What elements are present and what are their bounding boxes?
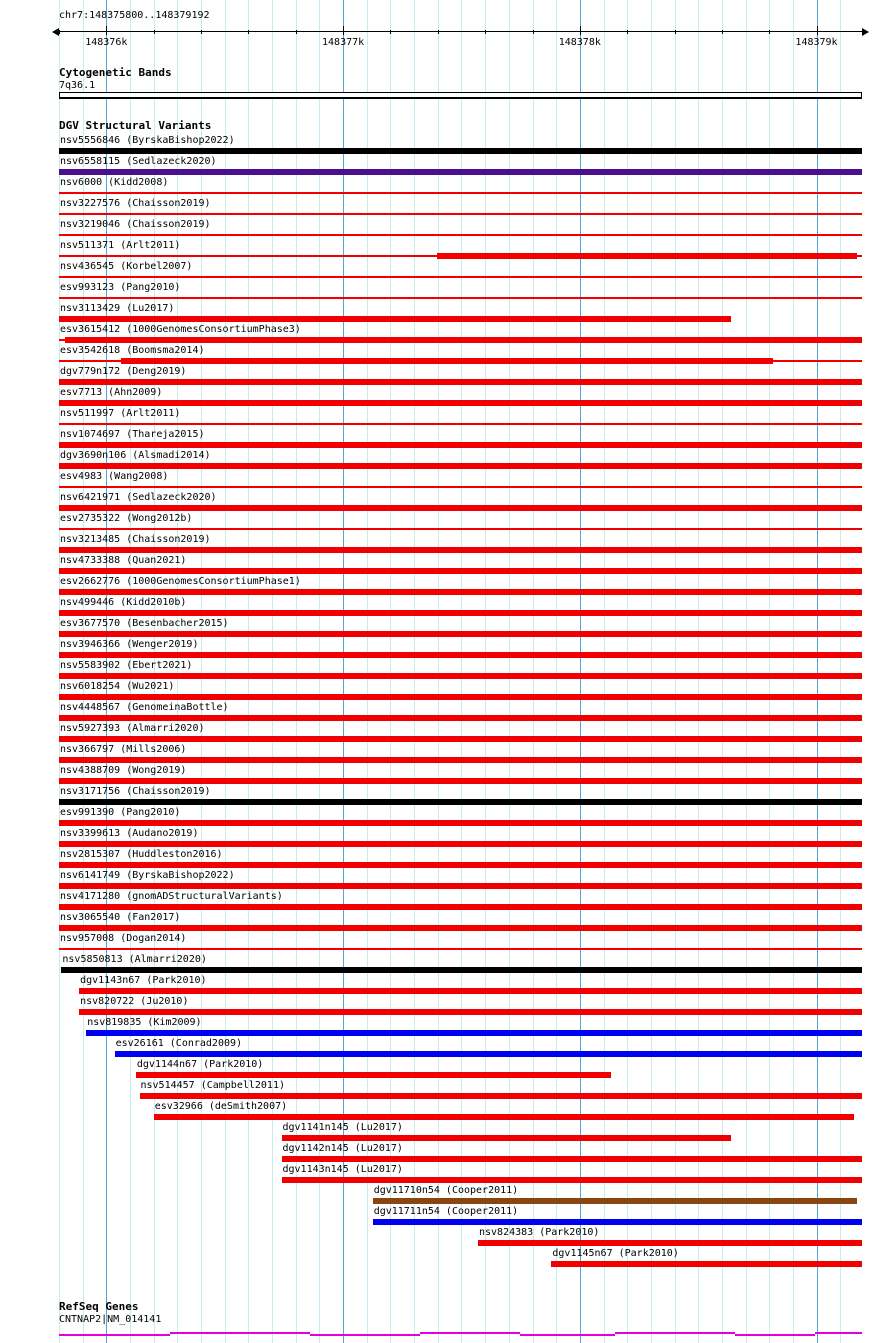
variant-bar[interactable] <box>59 505 862 511</box>
variant-row <box>0 723 890 744</box>
variant-row <box>0 135 890 156</box>
variant-bar[interactable] <box>59 547 862 553</box>
variant-label[interactable]: esv3542618 (Boomsma2014) <box>60 345 205 356</box>
variant-label[interactable]: nsv511997 (Arlt2011) <box>60 408 181 419</box>
variant-label[interactable]: esv3677570 (Besenbacher2015) <box>60 618 229 629</box>
variant-bar[interactable] <box>59 568 862 574</box>
variant-label[interactable]: nsv3171756 (Chaisson2019) <box>60 786 211 797</box>
ruler-minor-tick <box>390 30 391 34</box>
variant-row <box>0 534 890 555</box>
ruler-minor-tick <box>296 30 297 34</box>
variant-label[interactable]: dgv779n172 (Deng2019) <box>60 366 187 377</box>
variant-row <box>0 240 890 261</box>
gene-line-segment[interactable] <box>520 1334 615 1336</box>
variant-bar[interactable] <box>121 358 773 364</box>
variant-label[interactable]: esv2662776 (1000GenomesConsortiumPhase1) <box>60 576 301 587</box>
variant-bar[interactable] <box>59 400 862 406</box>
variant-extent-line[interactable] <box>59 192 862 194</box>
gene-line-segment[interactable] <box>615 1332 735 1334</box>
ruler-minor-tick <box>722 30 723 34</box>
variant-label[interactable]: nsv6421971 (Sedlazeck2020) <box>60 492 217 503</box>
variant-label[interactable]: nsv5927393 (Almarri2020) <box>60 723 205 734</box>
variant-row <box>0 1080 890 1101</box>
variant-extent-line[interactable] <box>59 423 862 425</box>
variant-label[interactable]: dgv3690n106 (Alsmadi2014) <box>60 450 211 461</box>
variant-bar[interactable] <box>61 967 862 973</box>
variant-row <box>0 1248 890 1269</box>
ruler-tick-label: 148377k <box>322 37 365 48</box>
section-title-dgv: DGV Structural Variants <box>59 119 212 132</box>
variant-label[interactable]: nsv5556846 (ByrskaBishop2022) <box>60 135 235 146</box>
ruler-minor-tick <box>154 30 155 34</box>
variant-row <box>0 1101 890 1122</box>
variant-label[interactable]: nsv436545 (Korbel2007) <box>60 261 193 272</box>
ruler-major-tick <box>343 26 344 35</box>
variant-row <box>0 702 890 723</box>
variant-bar[interactable] <box>59 883 862 889</box>
variant-bar[interactable] <box>59 715 862 721</box>
variant-label[interactable]: esv7713 (Ahn2009) <box>60 387 163 398</box>
ruler-axis <box>59 31 862 32</box>
variant-bar[interactable] <box>59 925 862 931</box>
gene-line-segment[interactable] <box>310 1334 420 1336</box>
variant-row <box>0 786 890 807</box>
variant-row <box>0 975 890 996</box>
variant-row <box>0 261 890 282</box>
variant-bar[interactable] <box>59 463 862 469</box>
gene-line-segment[interactable] <box>735 1334 815 1336</box>
variant-row <box>0 492 890 513</box>
variant-label[interactable]: nsv5850813 (Almarri2020) <box>62 954 207 965</box>
ruler-major-tick <box>817 26 818 35</box>
variant-bar[interactable] <box>59 610 862 616</box>
variant-row <box>0 1227 890 1248</box>
variant-bar[interactable] <box>59 904 862 910</box>
variant-row <box>0 1143 890 1164</box>
variant-bar[interactable] <box>79 1009 862 1015</box>
variant-label[interactable]: nsv3213485 (Chaisson2019) <box>60 534 211 545</box>
variant-extent-line[interactable] <box>59 528 862 530</box>
variant-bar[interactable] <box>282 1135 732 1141</box>
variant-row <box>0 1185 890 1206</box>
variant-bar[interactable] <box>65 337 862 343</box>
variant-bar[interactable] <box>59 841 862 847</box>
variant-row <box>0 156 890 177</box>
variant-label[interactable]: nsv3227576 (Chaisson2019) <box>60 198 211 209</box>
variant-row <box>0 933 890 954</box>
section-title-cytogenetic-bands: Cytogenetic Bands <box>59 66 172 79</box>
variant-bar[interactable] <box>154 1114 855 1120</box>
variant-label[interactable]: esv991390 (Pang2010) <box>60 807 181 818</box>
gene-line-segment[interactable] <box>170 1332 310 1334</box>
variant-bar[interactable] <box>59 799 862 805</box>
variant-bar[interactable] <box>115 1051 862 1057</box>
variant-bar[interactable] <box>59 736 862 742</box>
variant-row <box>0 198 890 219</box>
variant-bar[interactable] <box>478 1240 862 1246</box>
ruler-minor-tick <box>675 30 676 34</box>
variant-label[interactable]: dgv11711n54 (Cooper2011) <box>373 1206 519 1217</box>
variant-row <box>0 1059 890 1080</box>
variant-row <box>0 639 890 660</box>
variant-bar[interactable] <box>282 1156 863 1162</box>
variant-label[interactable]: dgv11710n54 (Cooper2011) <box>373 1185 519 1196</box>
variant-label[interactable]: nsv3065540 (Fan2017) <box>60 912 181 923</box>
variant-label[interactable]: dgv1142n145 (Lu2017) <box>282 1143 403 1154</box>
variant-label[interactable]: nsv5583902 (Ebert2021) <box>60 660 193 671</box>
variant-label[interactable]: nsv511371 (Arlt2011) <box>60 240 181 251</box>
ruler-major-tick <box>580 26 581 35</box>
variant-bar[interactable] <box>59 673 862 679</box>
ruler-tick-label: 148376k <box>85 37 128 48</box>
variant-row <box>0 807 890 828</box>
ruler-minor-tick <box>438 30 439 34</box>
variant-label[interactable]: dgv1143n145 (Lu2017) <box>282 1164 403 1175</box>
variant-row <box>0 576 890 597</box>
variant-bar[interactable] <box>551 1261 862 1267</box>
variant-extent-line[interactable] <box>59 276 862 278</box>
variant-row <box>0 366 890 387</box>
variant-bar[interactable] <box>59 820 862 826</box>
variant-bar[interactable] <box>59 148 862 154</box>
variant-label[interactable]: nsv3113429 (Lu2017) <box>60 303 175 314</box>
variant-label[interactable]: nsv820722 (Ju2010) <box>80 996 189 1007</box>
variant-label[interactable]: nsv2815307 (Huddleston2016) <box>60 849 223 860</box>
variant-label[interactable]: dgv1141n145 (Lu2017) <box>282 1122 403 1133</box>
ruler-tick-label: 148379k <box>795 37 838 48</box>
variant-label[interactable]: nsv3399613 (Audano2019) <box>60 828 199 839</box>
variant-row <box>0 513 890 534</box>
variant-bar[interactable] <box>437 253 857 259</box>
ruler-left-arrow-icon <box>52 28 59 36</box>
variant-row <box>0 828 890 849</box>
gene-label[interactable]: CNTNAP2|NM_014141 <box>59 1314 162 1325</box>
variant-label[interactable]: esv993123 (Pang2010) <box>60 282 181 293</box>
variant-label[interactable]: nsv514457 (Campbell2011) <box>140 1080 285 1091</box>
variant-label[interactable]: nsv6141749 (ByrskaBishop2022) <box>60 870 235 881</box>
variant-bar[interactable] <box>140 1093 863 1099</box>
variant-row <box>0 303 890 324</box>
variant-bar[interactable] <box>59 652 862 658</box>
variant-extent-line[interactable] <box>59 948 862 950</box>
variant-bar[interactable] <box>79 988 862 994</box>
cytoband-label: 7q36.1 <box>59 80 96 91</box>
variant-bar[interactable] <box>59 316 731 322</box>
ruler-minor-tick <box>485 30 486 34</box>
variant-bar[interactable] <box>59 694 862 700</box>
variant-row <box>0 408 890 429</box>
gene-line-segment[interactable] <box>815 1332 862 1334</box>
variant-row <box>0 471 890 492</box>
variant-label[interactable]: nsv4171280 (gnomADStructuralVariants) <box>60 891 283 902</box>
variant-row <box>0 996 890 1017</box>
variant-extent-line[interactable] <box>59 234 862 236</box>
ruler-minor-tick <box>627 30 628 34</box>
variant-row <box>0 912 890 933</box>
variant-row <box>0 597 890 618</box>
ruler-minor-tick <box>769 30 770 34</box>
variant-label[interactable]: esv4983 (Wang2008) <box>60 471 169 482</box>
variant-label[interactable]: nsv6000 (Kidd2008) <box>60 177 169 188</box>
variant-label[interactable]: dgv1143n67 (Park2010) <box>80 975 207 986</box>
section-title-refseq: RefSeq Genes <box>59 1300 139 1313</box>
variant-row <box>0 618 890 639</box>
gene-line-segment[interactable] <box>59 1334 170 1336</box>
variant-label[interactable]: dgv1144n67 (Park2010) <box>136 1059 264 1070</box>
gene-line-segment[interactable] <box>420 1332 520 1334</box>
variant-extent-line[interactable] <box>59 213 862 215</box>
variant-label[interactable]: nsv366797 (Mills2006) <box>60 744 187 755</box>
variant-row <box>0 765 890 786</box>
variant-row <box>0 660 890 681</box>
variant-row <box>0 219 890 240</box>
variant-label[interactable]: nsv3219046 (Chaisson2019) <box>60 219 211 230</box>
variant-label[interactable]: nsv6018254 (Wu2021) <box>60 681 175 692</box>
variant-row <box>0 429 890 450</box>
variant-bar[interactable] <box>59 778 862 784</box>
variant-bar[interactable] <box>59 379 862 385</box>
ruler-right-arrow-icon <box>862 28 869 36</box>
variant-label[interactable]: nsv4388709 (Wong2019) <box>60 765 187 776</box>
ruler-minor-tick <box>201 30 202 34</box>
variant-label[interactable]: nsv4733388 (Quan2021) <box>60 555 187 566</box>
variant-row <box>0 450 890 471</box>
variant-row <box>0 891 890 912</box>
variant-row <box>0 177 890 198</box>
variant-row <box>0 345 890 366</box>
ruler-minor-tick <box>59 30 60 34</box>
ruler-minor-tick <box>533 30 534 34</box>
variant-row <box>0 1017 890 1038</box>
variant-label[interactable]: nsv6558115 (Sedlazeck2020) <box>60 156 217 167</box>
variant-bar[interactable] <box>59 442 862 448</box>
variant-row <box>0 555 890 576</box>
variant-label[interactable]: esv2735322 (Wong2012b) <box>60 513 193 524</box>
variant-bar[interactable] <box>59 169 862 175</box>
variant-row <box>0 744 890 765</box>
region-title: chr7:148375800..148379192 <box>59 10 210 21</box>
ruler-major-tick <box>106 26 107 35</box>
variant-bar[interactable] <box>373 1198 857 1204</box>
variant-label[interactable]: dgv1145n67 (Park2010) <box>552 1248 679 1259</box>
variant-label[interactable]: nsv499446 (Kidd2010b) <box>60 597 187 608</box>
variant-row <box>0 1122 890 1143</box>
variant-extent-line[interactable] <box>59 297 862 299</box>
variant-row <box>0 282 890 303</box>
variant-label[interactable]: nsv1074697 (Thareja2015) <box>60 429 205 440</box>
variant-row <box>0 387 890 408</box>
variant-extent-line[interactable] <box>59 486 862 488</box>
variant-label[interactable]: esv32966 (deSmith2007) <box>154 1101 288 1112</box>
variant-bar[interactable] <box>282 1177 863 1183</box>
variant-bar[interactable] <box>59 589 862 595</box>
variant-bar[interactable] <box>59 757 862 763</box>
variant-row <box>0 324 890 345</box>
cytoband-bar <box>59 92 862 99</box>
variant-bar[interactable] <box>59 631 862 637</box>
variant-row <box>0 849 890 870</box>
variant-label[interactable]: nsv4448567 (GenomeinaBottle) <box>60 702 229 713</box>
variant-bar[interactable] <box>59 862 862 868</box>
variant-label[interactable]: nsv824383 (Park2010) <box>479 1227 600 1238</box>
variant-label[interactable]: esv3615412 (1000GenomesConsortiumPhase3) <box>60 324 301 335</box>
variant-row <box>0 1206 890 1227</box>
variant-row <box>0 681 890 702</box>
variant-row <box>0 1164 890 1185</box>
variant-bar[interactable] <box>373 1219 862 1225</box>
variant-label[interactable]: nsv957008 (Dogan2014) <box>60 933 187 944</box>
variant-row <box>0 870 890 891</box>
ruler-tick-label: 148378k <box>558 37 601 48</box>
variant-label[interactable]: nsv819835 (Kim2009) <box>87 1017 202 1028</box>
variant-label[interactable]: esv26161 (Conrad2009) <box>115 1038 243 1049</box>
ruler-minor-tick <box>248 30 249 34</box>
variant-row <box>0 954 890 975</box>
variant-row <box>0 1038 890 1059</box>
variant-bar[interactable] <box>136 1072 611 1078</box>
variant-bar[interactable] <box>86 1030 862 1036</box>
variant-label[interactable]: nsv3946366 (Wenger2019) <box>60 639 199 650</box>
